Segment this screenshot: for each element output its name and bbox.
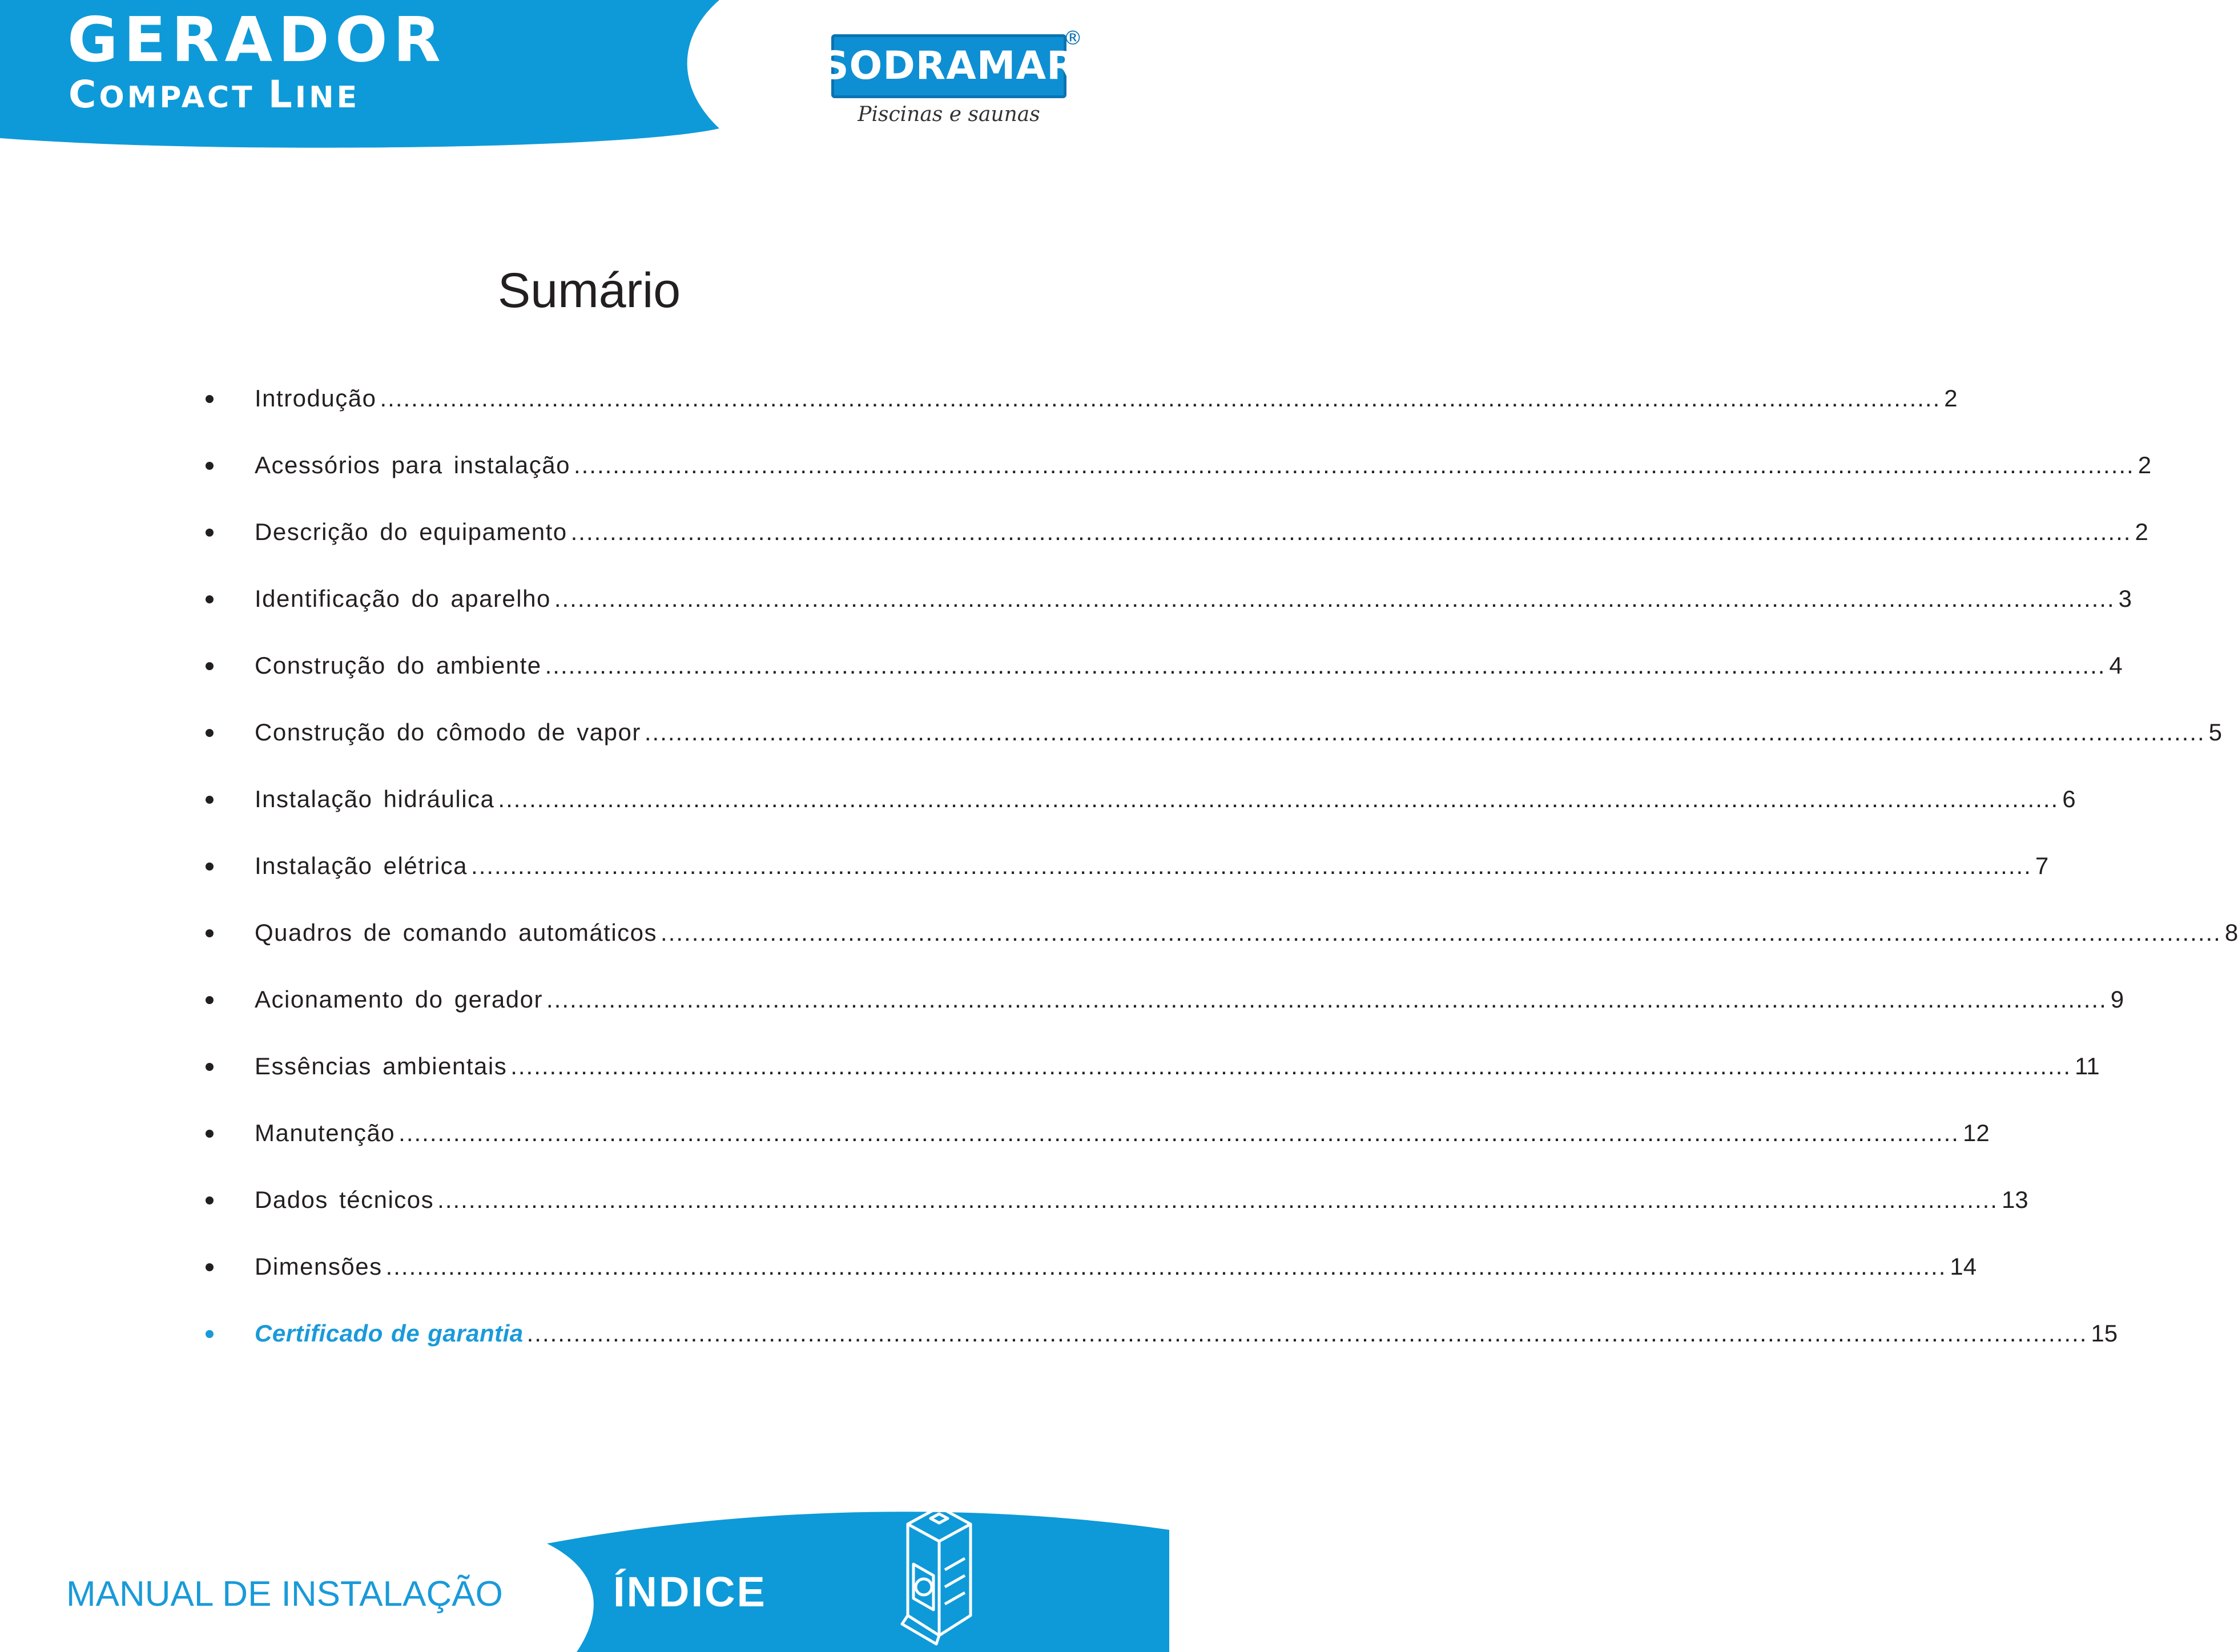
bullet-icon (206, 662, 214, 670)
toc-dot-leader: ........................................................................................................................................................................................................ (570, 518, 2132, 545)
toc-item (200, 381, 1958, 416)
logo-tagline: Piscinas e saunas (858, 103, 1040, 126)
bullet-icon (206, 1196, 214, 1204)
toc-item-page: 8 (2224, 919, 2238, 946)
toc-item-label: Instalação hidráulica (255, 785, 495, 812)
toc-dot-leader: ........................................................................................................................................................................................................ (546, 986, 2107, 1013)
toc-item (200, 1183, 2028, 1217)
toc-item-label: Instalação elétrica (255, 852, 468, 879)
toc-item-label: Dados técnicos (255, 1186, 434, 1213)
toc-item-label: Quadros de comando automáticos (255, 919, 658, 946)
toc-dot-leader: ........................................................................................................................................................................................................ (471, 852, 2032, 879)
toc-item (200, 1049, 2100, 1083)
toc-item-label: Construção do ambiente (255, 652, 542, 679)
toc-item-label: Certificado de garantia (255, 1320, 524, 1347)
toc-item-page: 9 (2110, 986, 2124, 1013)
header-subtitle: COMPACT LINE (69, 72, 360, 116)
toc-item-page: 2 (2138, 452, 2152, 478)
toc-item-label: Manutenção (255, 1119, 396, 1146)
toc-item (200, 1116, 1990, 1150)
toc-dot-leader: ........................................................................................................................................................................................................ (526, 1320, 2088, 1347)
toc-item-label: Identificação do aparelho (255, 585, 551, 612)
toc-item-label: Acessórios para instalação (255, 452, 570, 478)
toc-item (200, 582, 2132, 616)
toc-dot-leader: ........................................................................................................................................................................................................ (385, 1253, 1947, 1280)
toc-item-label: Descrição do equipamento (255, 518, 567, 545)
toc-item-page: 11 (2075, 1053, 2100, 1079)
toc-dot-leader: ........................................................................................................................................................................................................ (380, 385, 1941, 412)
toc-item (200, 782, 2076, 816)
toc-dot-leader: ........................................................................................................................................................................................................ (554, 585, 2115, 612)
page-title: Sumário (497, 263, 681, 318)
toc-item-page: 5 (2208, 719, 2223, 746)
toc-item-page: 14 (1950, 1253, 1977, 1280)
toc-dot-leader: ........................................................................................................................................................................................................ (573, 452, 2135, 478)
toc-item (200, 982, 2124, 1017)
footer-section-title: ÍNDICE (613, 1568, 767, 1615)
toc-dot-leader: ........................................................................................................................................................................................................ (644, 719, 2205, 746)
toc-dot-leader: ........................................................................................................................................................................................................ (437, 1186, 1998, 1213)
toc-item (200, 1250, 1977, 1284)
toc-item (200, 715, 2223, 750)
registered-mark: ® (1063, 27, 1082, 50)
toc-item-page: 7 (2035, 852, 2049, 879)
toc-item-page: 2 (2135, 518, 2148, 545)
bullet-icon (206, 1330, 214, 1338)
header-title: GERADOR (67, 5, 446, 76)
toc-dot-leader: ........................................................................................................................................................................................................ (545, 652, 2106, 679)
bullet-icon (206, 1130, 214, 1138)
toc-item (200, 916, 2238, 950)
bullet-icon (206, 395, 214, 403)
toc-dot-leader: ........................................................................................................................................................................................................ (498, 785, 2059, 812)
footer-band (0, 1496, 1169, 1652)
bullet-icon (206, 1063, 214, 1071)
logo-name: SODRAMAR (820, 43, 1077, 88)
toc-item-label: Dimensões (255, 1253, 383, 1280)
bullet-icon (206, 729, 214, 737)
toc-item-page: 6 (2062, 785, 2076, 812)
toc-item-page: 4 (2109, 652, 2123, 679)
toc-dot-leader: ........................................................................................................................................................................................................ (510, 1053, 2071, 1079)
toc-item-label: Essências ambientais (255, 1053, 508, 1079)
toc-item (200, 648, 2123, 683)
toc-item-label: Construção do cômodo de vapor (255, 719, 641, 746)
steam-generator-device-icon (896, 1501, 982, 1644)
toc-item (200, 849, 2049, 883)
bullet-icon (206, 796, 214, 804)
toc-dot-leader: ........................................................................................................................................................................................................ (399, 1119, 1959, 1146)
toc-item-page: 15 (2091, 1320, 2118, 1347)
bullet-icon (206, 929, 214, 937)
toc-item (200, 515, 2148, 549)
sodramar-logo (820, 34, 1077, 98)
bullet-icon (206, 529, 214, 537)
toc-item-label: Introdução (255, 385, 377, 412)
toc-item-page: 12 (1962, 1119, 1990, 1146)
toc-item-page: 2 (1944, 385, 1958, 412)
toc-item-page: 3 (2118, 585, 2132, 612)
bullet-icon (206, 595, 214, 603)
toc-item-label: Acionamento do gerador (255, 986, 543, 1013)
toc-dot-leader: ........................................................................................................................................................................................................ (661, 919, 2221, 946)
bullet-icon (206, 1263, 214, 1271)
toc-item-page: 13 (2001, 1186, 2028, 1213)
footer-manual-title: MANUAL DE INSTALAÇÃO (66, 1574, 503, 1614)
bullet-icon (206, 996, 214, 1004)
toc-item (200, 1316, 2118, 1351)
bullet-icon (206, 462, 214, 470)
bullet-icon (206, 863, 214, 871)
toc-item (200, 448, 2152, 482)
